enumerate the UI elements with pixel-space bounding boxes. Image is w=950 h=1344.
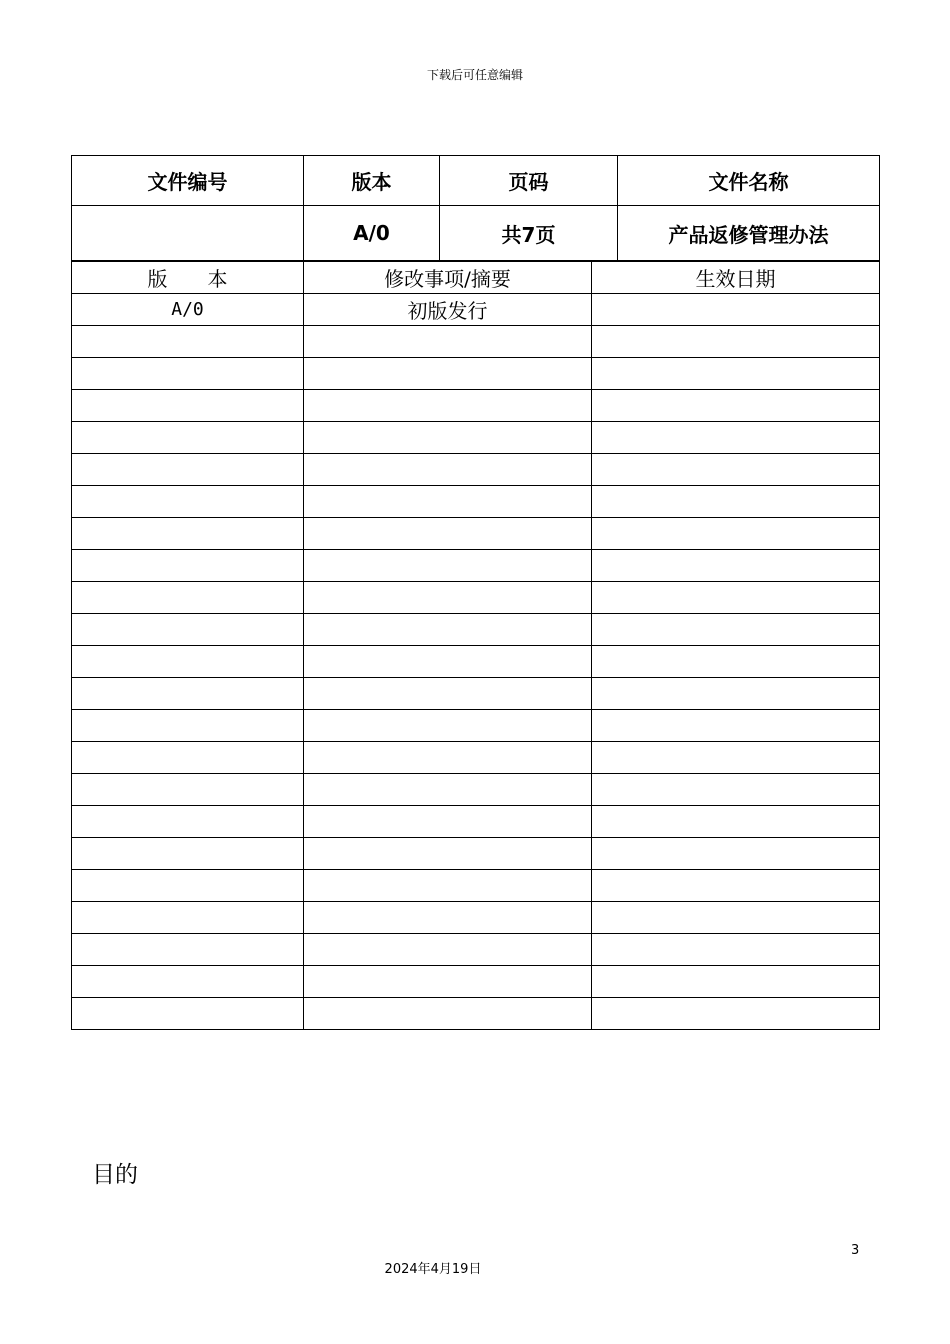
table-row — [72, 742, 880, 774]
table-row — [72, 966, 880, 998]
revision-summary-cell — [304, 422, 592, 454]
table-row — [72, 294, 880, 326]
revision-date-cell — [592, 390, 880, 422]
revision-version-cell — [72, 358, 304, 390]
revision-version-cell — [72, 454, 304, 486]
revision-date-cell — [592, 742, 880, 774]
revision-summary-cell — [304, 358, 592, 390]
table-row — [72, 422, 880, 454]
revision-summary-cell — [304, 838, 592, 870]
revision-version-cell — [72, 518, 304, 550]
revision-version-cell — [72, 422, 304, 454]
table-row — [72, 550, 880, 582]
revision-date-cell — [592, 422, 880, 454]
footer-date: 2024年4月19日 — [384, 1262, 482, 1277]
revision-history-table — [71, 261, 880, 1030]
revision-date-cell — [592, 454, 880, 486]
file-name-value: 产品返修管理办法 — [618, 206, 880, 261]
table-row — [72, 326, 880, 358]
table-row — [72, 774, 880, 806]
table-row — [72, 486, 880, 518]
revision-version-cell — [72, 838, 304, 870]
table-row — [72, 358, 880, 390]
version-value: A/0 — [304, 206, 440, 261]
revision-summary-cell — [304, 774, 592, 806]
page-count-value: 共7页 — [440, 206, 618, 261]
revision-summary-cell — [304, 710, 592, 742]
page-count-header: 页码 — [440, 156, 618, 206]
revision-version-cell — [72, 742, 304, 774]
revision-summary-cell — [304, 902, 592, 934]
revision-summary-cell — [304, 582, 592, 614]
revision-summary-cell — [304, 454, 592, 486]
revision-summary-cell: 初版发行 — [304, 294, 592, 326]
page-number: 3 — [851, 1243, 860, 1258]
table-row — [72, 934, 880, 966]
revision-version-cell — [72, 934, 304, 966]
revision-summary-cell — [304, 390, 592, 422]
header-note: 下载后可任意编辑 — [426, 68, 523, 82]
revision-summary-cell — [304, 870, 592, 902]
revision-date-cell — [592, 358, 880, 390]
revision-version-cell — [72, 710, 304, 742]
revision-summary-cell — [304, 486, 592, 518]
table-row — [72, 582, 880, 614]
revision-version-cell — [72, 646, 304, 678]
revision-summary-cell — [304, 326, 592, 358]
revision-version-cell — [72, 390, 304, 422]
revision-version-cell — [72, 678, 304, 710]
revision-date-cell — [592, 294, 880, 326]
revision-version-cell — [72, 966, 304, 998]
revision-date-cell — [592, 646, 880, 678]
revision-date-cell — [592, 806, 880, 838]
file-number-header: 文件编号 — [72, 156, 304, 206]
revision-summary-header: 修改事项/摘要 — [304, 262, 592, 294]
revision-summary-cell — [304, 934, 592, 966]
section-title: 目的 — [92, 1162, 138, 1188]
revision-version-cell: A/0 — [72, 294, 304, 326]
revision-version-cell — [72, 870, 304, 902]
revision-date-cell — [592, 870, 880, 902]
table-row — [72, 454, 880, 486]
table-row — [72, 646, 880, 678]
document-info-table — [71, 155, 880, 261]
revision-version-cell — [72, 326, 304, 358]
revision-date-cell — [592, 582, 880, 614]
table-row — [72, 806, 880, 838]
revision-version-header: 版 本 — [72, 262, 304, 294]
revision-summary-cell — [304, 678, 592, 710]
revision-date-cell — [592, 518, 880, 550]
revision-date-cell — [592, 998, 880, 1030]
revision-summary-cell — [304, 646, 592, 678]
revision-version-cell — [72, 614, 304, 646]
revision-summary-cell — [304, 518, 592, 550]
revision-version-cell — [72, 998, 304, 1030]
version-header: 版本 — [304, 156, 440, 206]
revision-version-cell — [72, 774, 304, 806]
revision-version-cell — [72, 582, 304, 614]
revision-date-header: 生效日期 — [592, 262, 880, 294]
table-row — [72, 614, 880, 646]
table-row — [72, 902, 880, 934]
table-row — [72, 710, 880, 742]
revision-summary-cell — [304, 614, 592, 646]
revision-summary-cell — [304, 742, 592, 774]
file-name-header: 文件名称 — [618, 156, 880, 206]
revision-date-cell — [592, 486, 880, 518]
revision-summary-cell — [304, 998, 592, 1030]
revision-date-cell — [592, 678, 880, 710]
table-row — [72, 518, 880, 550]
revision-date-cell — [592, 902, 880, 934]
revision-version-cell — [72, 550, 304, 582]
revision-version-cell — [72, 486, 304, 518]
revision-version-cell — [72, 902, 304, 934]
revision-date-cell — [592, 966, 880, 998]
revision-date-cell — [592, 614, 880, 646]
revision-date-cell — [592, 838, 880, 870]
table-row — [72, 390, 880, 422]
table-row — [72, 678, 880, 710]
table-row — [72, 838, 880, 870]
revision-date-cell — [592, 326, 880, 358]
revision-date-cell — [592, 934, 880, 966]
revision-summary-cell — [304, 966, 592, 998]
revision-summary-cell — [304, 550, 592, 582]
revision-date-cell — [592, 710, 880, 742]
revision-version-cell — [72, 806, 304, 838]
file-number-value — [72, 206, 304, 261]
revision-date-cell — [592, 550, 880, 582]
table-row — [72, 998, 880, 1030]
revision-summary-cell — [304, 806, 592, 838]
revision-date-cell — [592, 774, 880, 806]
table-row — [72, 870, 880, 902]
